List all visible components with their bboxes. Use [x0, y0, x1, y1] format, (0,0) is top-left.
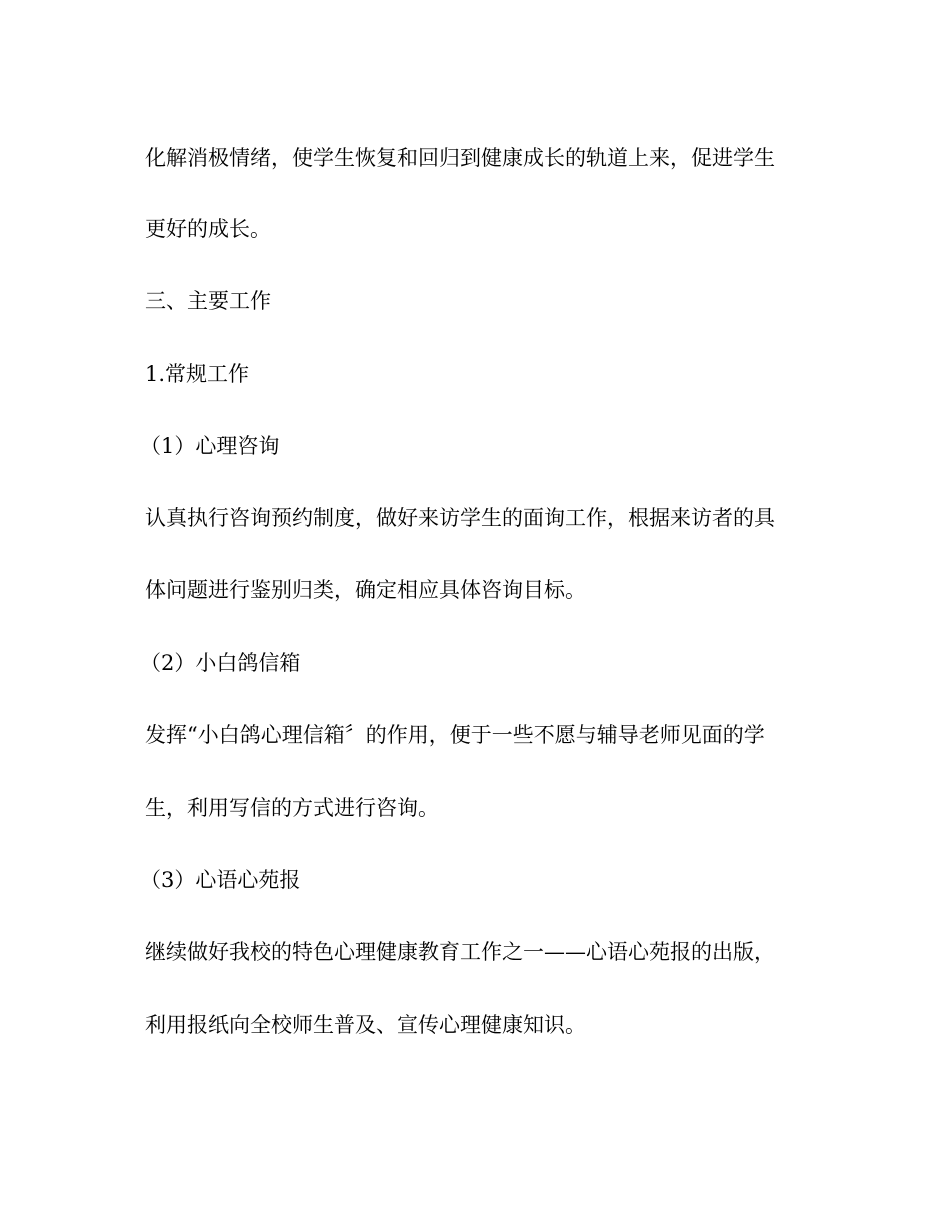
paragraph-continuation-line: 更好的成长。 — [145, 217, 271, 241]
paragraph-line: 利用报纸向全校师生普及、宣传心理健康知识。 — [145, 1013, 586, 1037]
paragraph-line: 发挥“小白鸽心理信箱〞的作用，便于一些不愿与辅导老师见面的学 — [145, 723, 765, 747]
section-heading: 三、主要工作 — [145, 289, 271, 313]
paragraph-line: 继续做好我校的特色心理健康教育工作之一——心语心苑报的出版， — [145, 940, 775, 964]
paragraph-line: 生，利用写信的方式进行咨询。 — [145, 796, 439, 820]
item-heading-newspaper: （3）心语心苑报 — [140, 868, 301, 892]
paragraph-continuation-line: 化解消极情绪，使学生恢复和回归到健康成长的轨道上来，促进学生 — [145, 146, 775, 170]
paragraph-line: 体问题进行鉴别归类，确定相应具体咨询目标。 — [145, 578, 586, 602]
subsection-heading: 1.常规工作 — [145, 362, 250, 386]
item-heading-mailbox: （2）小白鸽信箱 — [140, 651, 301, 675]
paragraph-line: 认真执行咨询预约制度，做好来访学生的面询工作，根据来访者的具 — [145, 506, 775, 530]
item-heading-counseling: （1）心理咨询 — [140, 434, 280, 458]
